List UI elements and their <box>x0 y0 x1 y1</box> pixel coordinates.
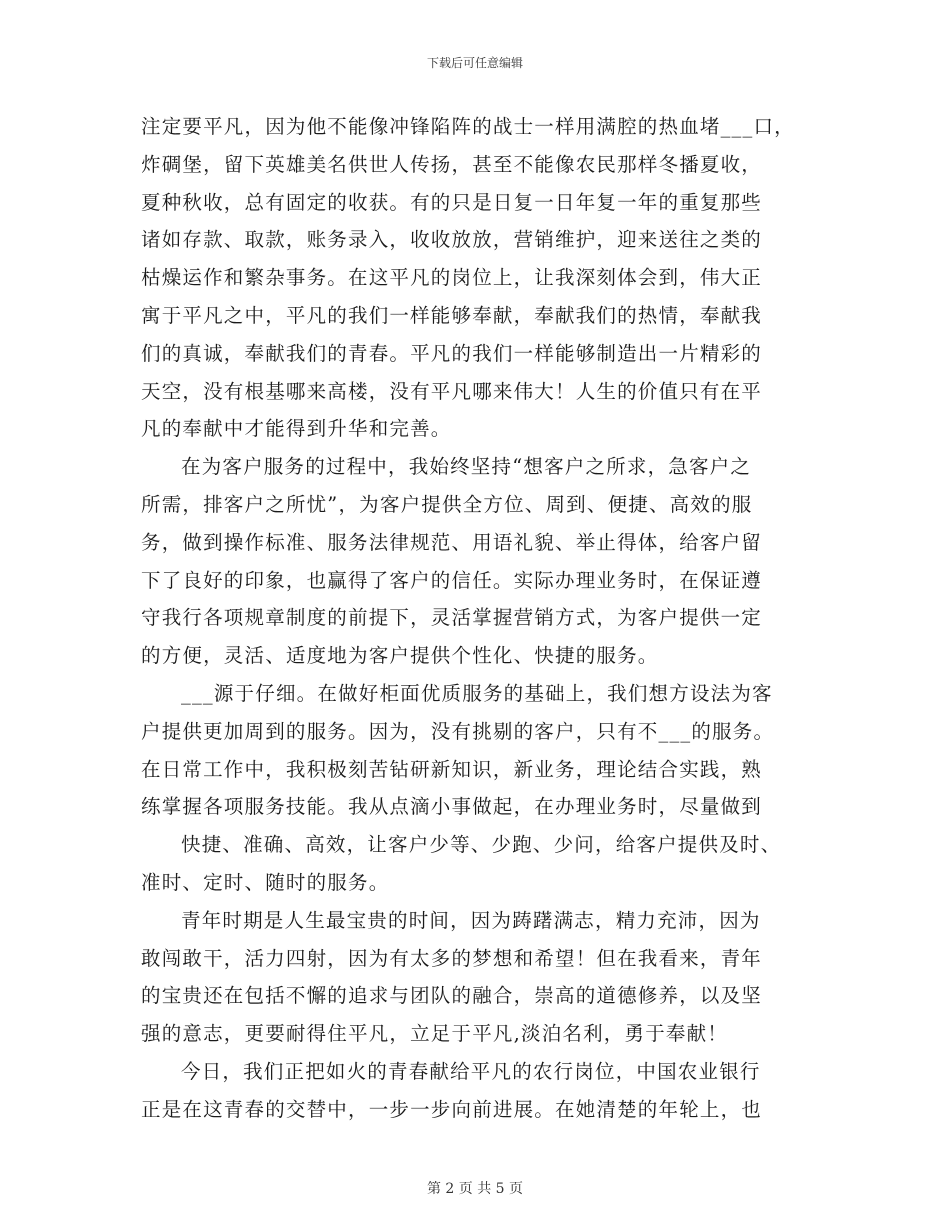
text-line: 准时、定时、随时的服务。 <box>141 870 390 894</box>
text-line: 守我行各项规章制度的前提下，灵活掌握营销方式，为客户提供一定 <box>141 606 763 630</box>
text-line: 夏种秋收，总有固定的收获。有的只是日复一日年复一年的重复那些 <box>141 190 763 214</box>
text-line: 务，做到操作标准、服务法律规范、用语礼貌、举止得体，给客户留 <box>141 530 763 554</box>
text-line: 凡的奉献中才能得到升华和完善。 <box>141 417 452 441</box>
text-line: 炸碉堡，留下英雄美名供世人传扬，甚至不能像农民那样冬播夏收， <box>141 152 763 176</box>
text-line: 强的意志，更要耐得住平凡，立足于平凡,淡泊名利，勇于奉献！ <box>141 1022 728 1046</box>
text-line: 天空，没有根基哪来高楼，没有平凡哪来伟大！人生的价值只有在平 <box>141 379 763 403</box>
text-line: 下了良好的印象，也赢得了客户的信任。实际办理业务时，在保证遵 <box>141 568 763 592</box>
text-line: 所需，排客户之所忧”，为客户提供全方位、周到、便捷、高效的服 <box>141 492 753 516</box>
paragraph-first-line: 在为客户服务的过程中，我始终坚持“想客户之所求，急客户之 <box>181 455 752 479</box>
text-line: 的方便，灵活、适度地为客户提供个性化、快捷的服务。 <box>141 644 659 668</box>
text-line: 在日常工作中，我积极刻苦钻研新知识，新业务，理论结合实践，熟 <box>141 757 763 781</box>
text-line: 敢闯敢干，活力四射，因为有太多的梦想和希望！但在我看来，青年 <box>141 946 763 970</box>
page-header: 下载后可任意编辑 <box>426 56 523 70</box>
text-line: 快捷、准确、高效，让客户少等、少跑、少问，给客户提供及时、 <box>181 833 782 857</box>
text-line: 枯燥运作和繁杂事务。在这平凡的岗位上，让我深刻体会到，伟大正 <box>141 266 763 290</box>
paragraph-first-line: ___源于仔细。在做好柜面优质服务的基础上，我们想方设法为客 <box>181 681 773 705</box>
body-text <box>141 108 821 1129</box>
text-line: 们的真诚，奉献我们的青春。平凡的我们一样能够制造出一片精彩的 <box>141 341 763 365</box>
text-line: 练掌握各项服务技能。我从点滴小事做起，在办理业务时，尽量做到 <box>141 795 763 819</box>
text-line: 注定要平凡，因为他不能像冲锋陷阵的战士一样用满腔的热血堵___口， <box>141 115 795 138</box>
text-line: 正是在这青春的交替中，一步一步向前进展。在她清楚的年轮上，也 <box>141 1097 763 1121</box>
page-footer: 第 2 页 共 5 页 <box>426 1181 524 1197</box>
paragraph-first-line: 今日，我们正把如火的青春献给平凡的农行岗位，中国农业银行 <box>181 1059 761 1083</box>
text-line: 的宝贵还在包括不懈的追求与团队的融合，崇高的道德修养，以及坚 <box>141 984 763 1008</box>
text-line: 户提供更加周到的服务。因为，没有挑剔的客户，只有不___的服务。 <box>141 719 775 743</box>
text-line: 诸如存款、取款，账务录入，收收放放，营销维护，迎来送往之类的 <box>141 228 763 252</box>
paragraph-first-line: 青年时期是人生最宝贵的时间，因为踌躇满志，精力充沛，因为 <box>181 908 761 932</box>
text-line: 寓于平凡之中，平凡的我们一样能够奉献，奉献我们的热情，奉献我 <box>141 303 763 327</box>
